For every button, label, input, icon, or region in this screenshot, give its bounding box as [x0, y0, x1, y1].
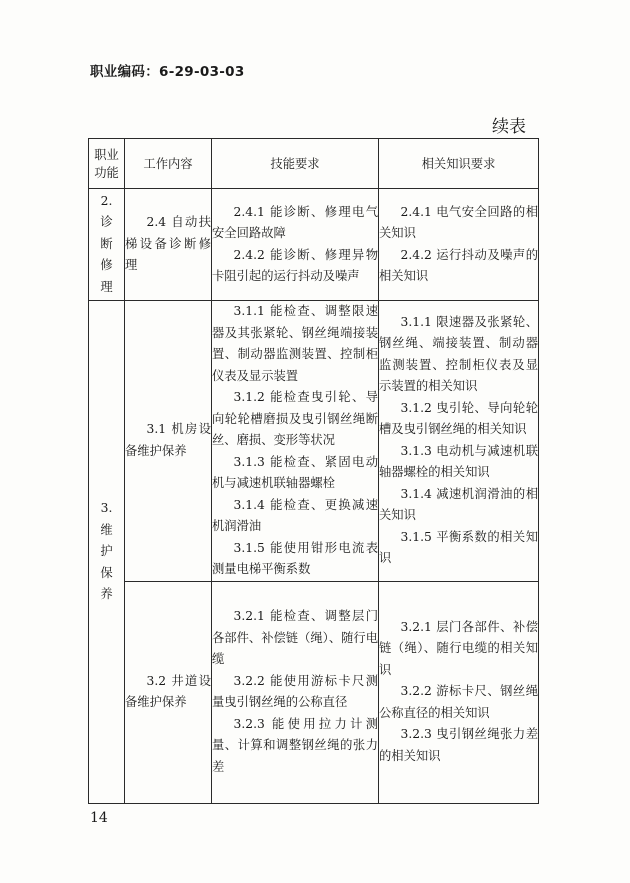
table-row: [89, 189, 539, 301]
work-content-text: 2.4 自动扶梯设备诊断修理: [125, 215, 211, 273]
header-function: [89, 139, 125, 189]
function-char: 养: [100, 587, 113, 601]
function-char: 护: [100, 544, 113, 558]
knowledge-item: 3.2.3 曳引钢丝绳张力差的相关知识: [379, 727, 538, 763]
function-char: 维: [100, 522, 113, 537]
header-skill-requirements: 技能要求: [212, 139, 379, 189]
knowledge-item: 2.4.2 运行抖动及噪声的相关知识: [379, 247, 538, 283]
work-content-cell: [125, 301, 212, 582]
skill-item: 2.4.1 能诊断、修理电气安全回路故障: [212, 204, 378, 240]
occupation-code: 职业编码：6-29-03-03: [90, 64, 245, 80]
skill-cell: [212, 189, 379, 301]
work-content-cell: [125, 189, 212, 301]
skill-item: 3.1.4 能检查、更换减速机润滑油: [212, 497, 378, 533]
header-function-line2: 功能: [94, 165, 119, 180]
header-work-content: 工作内容: [125, 139, 212, 189]
knowledge-item: 3.1.5 平衡系数的相关知识: [379, 529, 538, 566]
knowledge-item: 2.4.1 电气安全回路的相关知识: [379, 204, 538, 240]
function-char: 3.: [100, 501, 113, 515]
skill-item: 2.4.2 能诊断、修理异物卡阻引起的运行抖动及噪声: [212, 247, 378, 283]
work-content-text: 3.1 机房设备维护保养: [125, 422, 211, 458]
function-char: 2.: [100, 193, 113, 208]
skill-item: 3.1.2 能检查曳引轮、导向轮轮槽磨损及曳引钢丝绳断丝、磨损、变形等状况: [212, 390, 378, 447]
function-char: 修: [100, 258, 113, 273]
page-number: 14: [90, 810, 108, 826]
skill-item: 3.1.1 能检查、调整限速器及其张紧轮、钢丝绳端接装置、制动器监测装置、控制柜仪表及显示装置: [212, 304, 378, 383]
table-header-row: [89, 139, 539, 189]
header-function-line1: 职业: [94, 147, 119, 162]
knowledge-item: 3.1.1 限速器及张紧轮、钢丝绳、端接装置、制动器监测装置、控制柜仪表及显示装置的相关知识: [379, 314, 538, 394]
function-char: 保: [100, 565, 113, 580]
work-content-text: 3.2 井道设备维护保养: [125, 673, 211, 709]
skill-item: 3.2.1 能检查、调整层门各部件、补偿链（绳）、随行电缆: [212, 609, 379, 666]
table-row: [89, 581, 539, 803]
function-char: 理: [100, 279, 113, 294]
header-knowledge-requirements: 相关知识要求: [379, 139, 539, 189]
skill-cell: [212, 301, 379, 582]
table-row: [89, 301, 539, 582]
skill-item: 3.1.5 能使用钳形电流表测量电梯平衡系数: [212, 540, 378, 576]
skill-item: 3.2.2 能使用游标卡尺测量曳引钢丝绳的公称直径: [212, 673, 378, 709]
continued-label: 续表: [492, 117, 526, 137]
function-cell-diagnosis: [89, 189, 125, 301]
knowledge-item: 3.1.3 电动机与减速机联轴器螺栓的相关知识: [379, 443, 538, 480]
knowledge-item: 3.2.1 层门各部件、补偿链（绳）、随行电缆的相关知识: [379, 619, 538, 677]
knowledge-cell: [379, 301, 539, 582]
skills-table: [88, 138, 539, 804]
knowledge-item: 3.1.4 减速机润滑油的相关知识: [379, 486, 538, 523]
skill-item: 3.1.3 能检查、紧固电动机与减速机联轴器螺栓: [212, 454, 378, 490]
knowledge-item: 3.1.2 曳引轮、导向轮轮槽及曳引钢丝绳的相关知识: [379, 400, 538, 437]
function-char: 诊: [100, 215, 113, 230]
knowledge-item: 3.2.2 游标卡尺、钢丝绳公称直径的相关知识: [379, 684, 538, 720]
function-cell-maintenance: [89, 301, 125, 804]
skill-cell: [212, 581, 379, 803]
work-content-cell: [125, 581, 212, 803]
skill-item: 3.2.3 能使用拉力计测量、计算和调整钢丝绳的张力差: [212, 716, 378, 774]
knowledge-cell: [379, 189, 539, 301]
function-char: 断: [100, 236, 113, 251]
knowledge-cell: [379, 581, 539, 803]
